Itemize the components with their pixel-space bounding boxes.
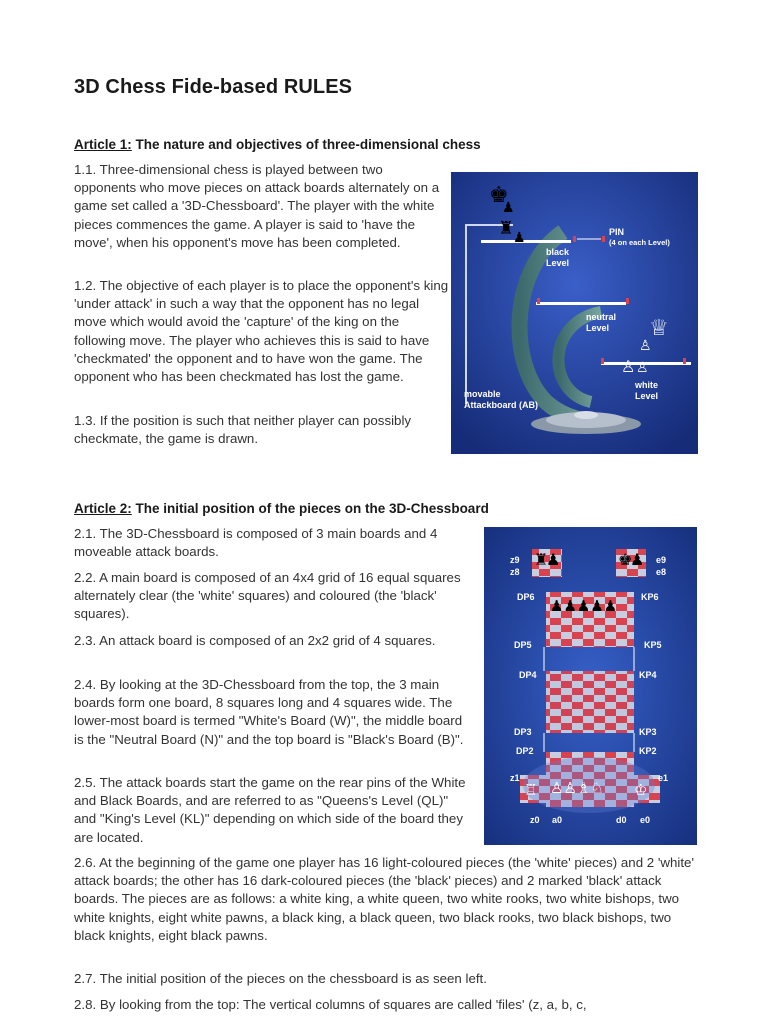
paragraph-2-3: 2.3. An attack board is composed of an 2x2 grid of 4 squares. [74,633,436,648]
black-pawn-icon: ♟ [502,199,515,215]
z9-label: z9 [510,555,520,565]
d0-label: d0 [616,815,627,825]
dp2-label: DP2 [516,746,534,756]
paragraph-2-1: 2.1. The 3D-Chessboard is composed of 3 main boards and 4 moveable attack boards. [74,526,438,560]
white-pawn-icon: ♙ [621,359,636,376]
kp3-label: KP3 [639,727,657,737]
z8-label: z8 [510,567,520,577]
initial-position-figure [484,527,697,845]
paragraph-2-7: 2.7. The initial position of the pieces on the chessboard is as seen left. [74,971,487,986]
black-pawn-icon: ♟ [513,229,526,245]
black-pawn-icon: ♟ [630,552,645,569]
black-level-label-2: Level [546,258,570,268]
kp2-label: KP2 [639,746,657,756]
article-1-label: Article 1: [74,137,132,152]
white-pawn-icon: ♙ [636,359,649,375]
white-queen-icon: ♕ [649,315,669,340]
paragraph-2-5: 2.5. The attack boards start the game on the rear pins of the White and Black Boards, and are referred to as "Queens's Level (QL)" and "King's Level (KL)" depending on which side of the board they are located. [74,775,466,845]
pin-label: PIN [609,227,625,237]
black-pawn-icon: ♟ [546,552,561,569]
article-2-heading [74,501,489,516]
kp5-label: KP5 [644,640,662,650]
black-level-label: black [546,247,570,257]
black-rook-icon: ♜ [498,218,515,238]
white-king-icon: ♔ [634,782,648,799]
black-king-icon: ♚ [618,552,633,569]
paragraph-1-2: 1.2. The objective of each player is to place the opponent's king 'under attack' in such a way that the opponent has no legal move which would avoid the 'capture' of the king on the following move. The player who achieves this is said to have 'checkmated' the opponent and to have won the game. The opponent who has been checkmated has lost the game. [74,278,449,385]
paragraph-2-2: 2.2. A main board is composed of an 4x4 grid of 16 equal squares alternately clear (the 'white' squares) and coloured (the 'black' squares). [74,570,461,622]
white-pieces-icon: ♙♙♗♘ [550,780,604,797]
z0-label: z0 [530,815,540,825]
kp4-label: KP4 [639,670,657,680]
article-1-title: The nature and objectives of three-dimensional chess [131,137,481,152]
white-pawn-icon: ♙ [639,337,652,353]
neutral-level-label: neutral [586,312,617,322]
article-2-title: The initial position of the pieces on the 3D-Chessboard [131,501,489,516]
paragraph-2-4: 2.4. By looking at the 3D-Chessboard from the top, the 3 main boards form one board, 8 squares long and 4 squares wide. The lower-most board is termed "White's Board (W)", the middle board is the "Neutral Board (N)" and the top board is "Black's Board (B)". [74,677,464,747]
e1-label: e1 [658,773,669,783]
white-level-label-2: Level [635,391,659,401]
e0-label: e0 [640,815,651,825]
white-rook-icon: ♖ [524,782,538,799]
attackboard-label: Attackboard (AB) [464,400,539,410]
article-2-label: Article 2: [74,501,132,516]
e9-label: e9 [656,555,667,565]
kp6-label: KP6 [641,592,659,602]
paragraph-1-3: 1.3. If the position is such that neither player can possibly checkmate, the game is drawn. [74,413,412,447]
level-diagram-figure [451,172,698,454]
black-pawn-icon: ♟♟♟♟♟ [550,598,618,615]
white-level-label: white [635,380,659,390]
dp3-label: DP3 [514,727,532,737]
dp6-label: DP6 [517,592,535,602]
paragraph-2-8: 2.8. By looking from the top: The vertical columns of squares are called 'files' (z, a, b, c, [74,997,587,1012]
black-rook-icon: ♜ [534,552,549,569]
pin-note-label: (4 on each Level) [609,238,670,247]
movable-label: movable [464,389,501,399]
dp4-label: DP4 [519,670,537,680]
z1-label: z1 [510,773,520,783]
a0-label: a0 [552,815,563,825]
neutral-level-label-2: Level [586,323,610,333]
paragraph-2-6: 2.6. At the beginning of the game one player has 16 light-coloured pieces (the 'white' pieces) and 2 'white' attack boards; the other has 16 dark-coloured pieces (the 'black' pieces) and 2 marked 'black' attack boards. The pieces are as follows: a white king, a white queen, two white rooks, two white bishops, two white knights, eight white pawns, a black king, a black queen, two black rooks, two black bishops, two black knights, eight black pawns. [74,855,694,943]
dp5-label: DP5 [514,640,532,650]
e8-label: e8 [656,567,667,577]
black-king-icon: ♚ [489,182,509,207]
document-title: 3D Chess Fide-based RULES [74,76,353,98]
paragraph-1-1: 1.1. Three-dimensional chess is played between two opponents who move pieces on attack boards alternately on a game set called a '3D-Chessboard'. The player with the white pieces commences the game. A player is said to 'have the move', when his opponent's move has been completed. [74,162,440,250]
article-1-heading [74,137,481,152]
